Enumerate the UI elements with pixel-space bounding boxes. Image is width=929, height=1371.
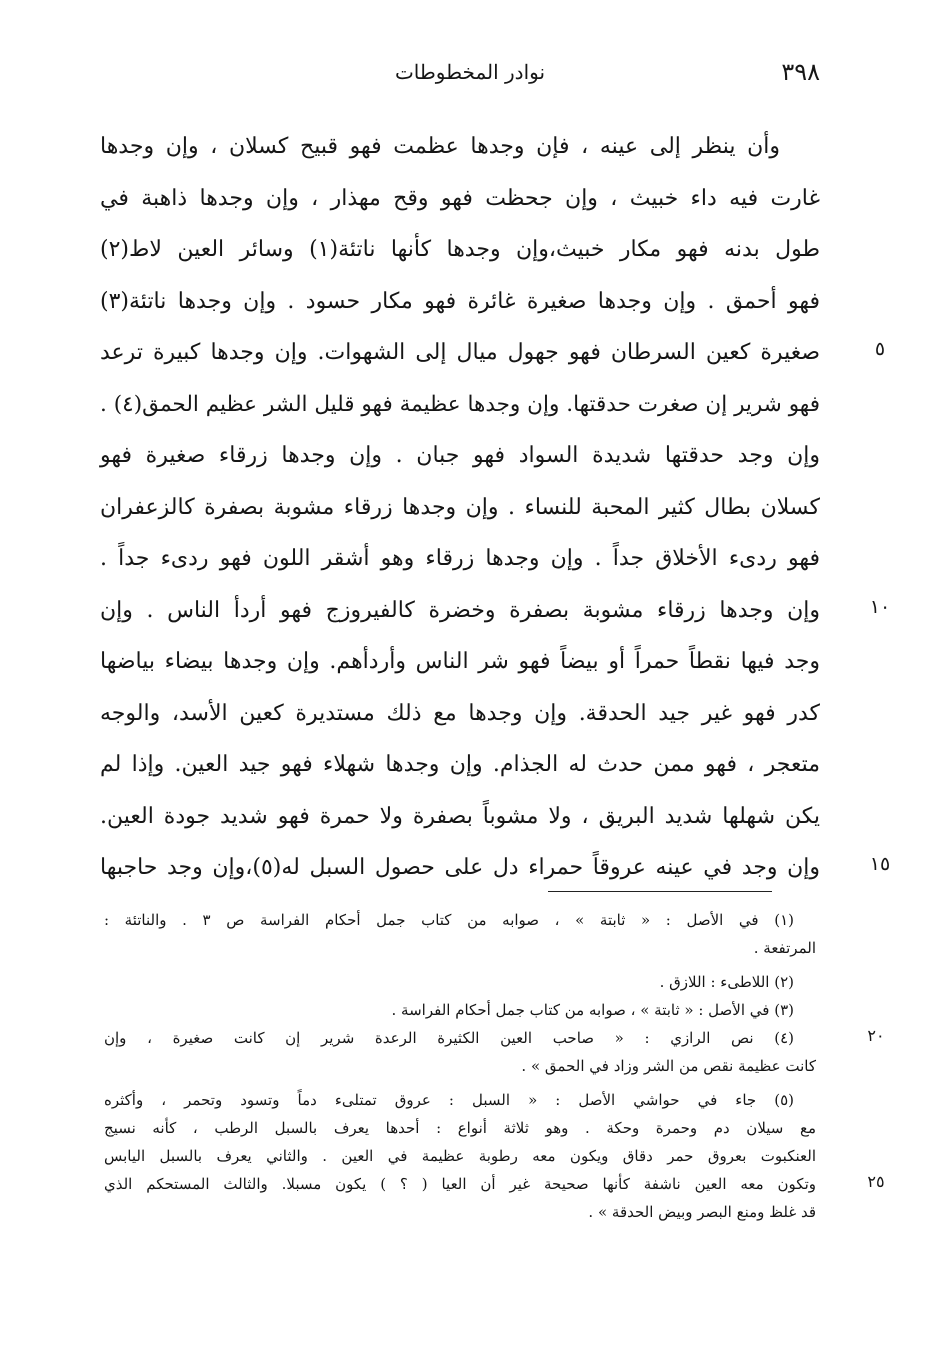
- text-line: [100, 845, 891, 897]
- footnote-text: (٢) اللاطىء : اللازق .: [659, 973, 794, 991]
- line-number: ٢٥: [867, 1172, 885, 1191]
- footnote-line: [104, 1052, 816, 1080]
- line-number: ٥: [874, 338, 886, 360]
- line-text: يكن شهلها شديد البريق ، ولا مشوباً بصفرة ولا حمرة فهو شديد جودة العين.: [100, 803, 821, 829]
- footnote-text: قد غلظ ومنع البصر وبيض الحدقة » .: [588, 1203, 816, 1221]
- text-line: [100, 279, 820, 331]
- text-line: [100, 227, 820, 279]
- line-text: متعجر ، فهو ممن حدث له الجذام. وإن وجدها شهلاء فهو جيد العين. وإذا لم: [100, 752, 820, 777]
- footnote-line: [104, 1142, 816, 1170]
- line-number: ١٥: [869, 853, 891, 875]
- line-text: وإن وجد في عينه عروقاً حمراء دل على حصول السبل له(٥)،وإن وجد حاجبها: [100, 855, 820, 880]
- text-line: [100, 330, 886, 382]
- footnote-separator: [548, 891, 772, 892]
- line-text: وإن وجد حدقتها شديدة السواد فهو جبان . وإن وجدها زرقاء صغيرة فهو: [100, 443, 820, 468]
- footnote-text: (١) في الأصل : « ثابتة » ، صوابه من كتاب جمل أحكام الفراسة ص ٣ . والناتئة :: [104, 911, 794, 929]
- page-number: ٣٩٨: [781, 58, 820, 86]
- footnote-line: [104, 1170, 885, 1198]
- line-text: فهو ردىء الأخلاق جداً . وإن وجدها زرقاء وهو أشقر اللون فهو ردىء جداً .: [100, 546, 820, 571]
- text-line: [100, 794, 820, 846]
- line-text: فهو أحمق . وإن وجدها صغيرة غائرة فهو مكار حسود . وإن وجدها ناتئة(٣): [100, 288, 820, 314]
- footnote-line: [104, 1114, 816, 1142]
- footnote-line: [104, 1198, 816, 1226]
- footnote-line: [104, 968, 816, 996]
- line-text: كدر فهو غير جيد الحدقة. وإن وجدها مع ذلك مستديرة كعين الأسد، والوجه: [100, 700, 820, 726]
- text-line: [100, 536, 820, 588]
- body-text: [100, 124, 891, 897]
- footnote-text: وتكون معه العين ناشفة كأنها صحيحة غير أن العيا ( ؟ ) يكون مسبلا. والثالث المستحكم الذي: [104, 1175, 816, 1193]
- footnote-text: (٣) في الأصل : « ثابتة » ، صوابه من كتاب جمل أحكام الفراسة .: [391, 1001, 794, 1019]
- running-head: [120, 58, 820, 94]
- footnote-line: [104, 996, 816, 1024]
- footnote-text: المرتفعة .: [753, 939, 816, 957]
- line-text: كسلان بطال كثير المحبة للنساء . وإن وجدها زرقاء مشوبة بصفرة كالزعفران: [100, 494, 820, 520]
- footnote-text: (٤) نص الرازي : « صاحب العين الكثيرة الرعدة شرير إن كانت صغيرة ، وإن: [104, 1029, 794, 1047]
- footnote-line: [104, 1024, 885, 1052]
- line-text: فهو شرير إن صغرت حدقتها. وإن وجدها عظيمة فهو قليل الشر عظيم الحمق(٤) .: [100, 391, 820, 417]
- line-text: غارت فيه داء خبيث ، وإن جحظت فهو وقح مهذار ، وإن وجدها ذاهبة في: [100, 185, 820, 211]
- line-text: وأن ينظر إلى عينه ، فإن وجدها عظمت فهو قبيح كسلان ، وإن وجدها: [100, 134, 780, 159]
- line-text: صغيرة كعين السرطان فهو جهول ميال إلى الشهوات. وإن وجدها كبيرة ترعد: [100, 340, 820, 365]
- text-line: [100, 742, 820, 794]
- footnote-text: كانت عظيمة نقص من الشر وزاد في الحمق » .: [521, 1057, 816, 1075]
- text-line: [100, 639, 820, 691]
- text-line: [100, 382, 820, 434]
- text-line: [100, 691, 820, 743]
- footnote-text: العنكبوت بعروق حمر دقاق ويكون معه رطوبة عظيمة في العين . والثاني يعرف بالسبل اليابس: [104, 1147, 816, 1165]
- book-title: نوادر المخطوطات: [394, 60, 546, 84]
- line-text: وإن وجدها زرقاء مشوبة بصفرة وخضرة كالفيروزج فهو أردأ الناس . وإن: [100, 597, 820, 623]
- footnote-line: [104, 1086, 816, 1114]
- text-line: [100, 124, 820, 176]
- footnote-line: [104, 906, 816, 934]
- footnote-text: مع سيلان دم وحمرة وحكة . وهو ثلاثة أنواع : أحدها يعرف بالسبل الرطب ، كأنه نسيج: [104, 1119, 816, 1137]
- line-number: ١٠: [869, 595, 891, 618]
- text-line: [100, 176, 820, 228]
- footnote-line: [104, 934, 816, 962]
- text-line: [100, 485, 820, 537]
- line-text: طول بدنه فهو مكار خبيث،وإن وجدها كأنها ناتئة(١) وسائر العين لاط(٢): [100, 237, 820, 262]
- text-line: [100, 433, 820, 485]
- footnotes: [104, 906, 885, 1226]
- line-number: ٢٠: [867, 1026, 885, 1045]
- line-text: وجد فيها نقطاً حمراً أو بيضاً فهو شر الناس وأردأهم. وإن وجدها بيضاء بياضها: [100, 649, 820, 674]
- text-line: [100, 588, 891, 640]
- footnote-text: (٥) جاء في حواشي الأصل : « السبل : عروق تمتلىء دماً وتسود وتحمر ، وأكثره: [104, 1091, 794, 1109]
